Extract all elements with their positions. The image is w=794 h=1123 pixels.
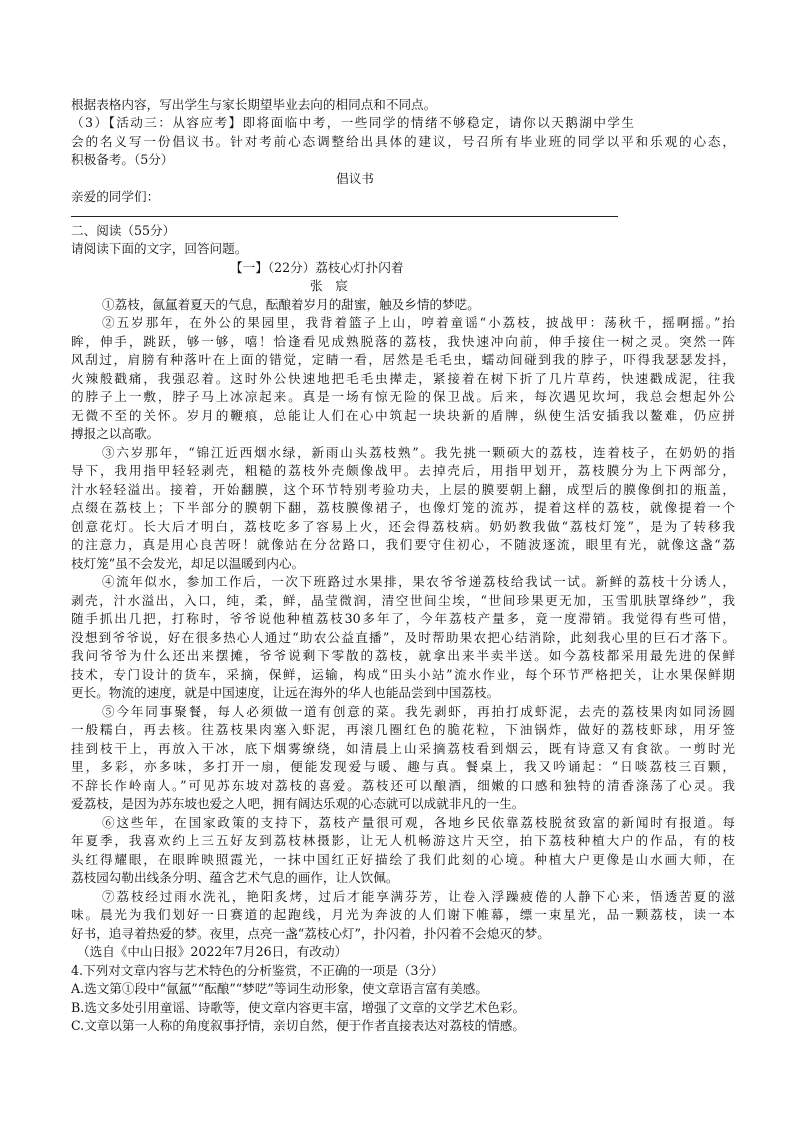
paragraph-line: 不辞长作岭南人。”可见苏东坡对荔枝的喜爱。荔枝还可以酿酒，细嫩的口感和独特的清香涤荡了心灵。我	[71, 778, 735, 793]
paragraph-line: 眸，伸手，跳跃，够一够，嘻！恰逢看见成熟脱落的荔枝，我快速冲向前，伸手接住一树之灵。突然一阵	[71, 334, 735, 349]
instruction: 请阅读下面的文字，回答问题。	[71, 241, 248, 256]
answer-line	[71, 216, 618, 217]
paragraph-line: 里，多彩，亦多味，多打开一扇，便能发现爱与暖、趣与真。餐桌上，我又吟诵起：“日啖荔枝三百颗，	[71, 759, 735, 774]
paragraph-line: 的脖子上一敷，脖子马上冰凉起来。真是一场有惊无险的保卫战。后来，每次遇见坎坷，我总会想起外公	[71, 389, 735, 404]
paragraph-line: 我问爷爷为什么还出来摆摊，爷爷说剩下零散的荔枝，就拿出来半卖半送。如今荔枝都采用最先进的保鲜	[71, 648, 735, 663]
section-heading: 二、阅读（55分）	[71, 223, 176, 238]
paragraph-line: 挂到枝干上，再放入干冰，底下烟雾缭绕，如清晨上山采摘荔枝看到烟云，既有诗意又有食欲。一剪时光	[71, 741, 735, 756]
paragraph-line: ④流年似水，参加工作后，一次下班路过水果排，果农爷爷递荔枝给我试一试。新鲜的荔枝十分诱人，	[102, 574, 735, 589]
paragraph-line: 汁水轻轻溢出。接着，开始翻膜，这个环节特别考验功夫，上层的膜要朝上翻，成型后的膜像倒扣的瓶盖，	[71, 482, 735, 497]
paragraph-line: ③六岁那年，“锦江近西烟水绿，新雨山头荔枝熟”。我先挑一颗硕大的荔枝，连着枝子，在奶奶的指	[102, 445, 735, 460]
article-author: 张 宸	[310, 278, 348, 293]
paragraph-line: 技术，专门设计的货车，采摘，保鲜，运输，构成“田头小站”流水作业，每个环节严格把关，让水果保鲜期	[71, 667, 735, 682]
paragraph-line: 头红得耀眼，在眼眸映照霞光，一抹中国红正好描绘了我们此刻的心境。种植大户更像是山水画大师，在	[71, 852, 735, 867]
source-note: （选自《中山日报》2022年7月26日，有改动）	[77, 944, 348, 959]
question-4: 4.下列对文章内容与艺术特色的分析鉴赏，不正确的一项是（3分）	[71, 963, 444, 978]
paragraph-line: 剥壳，汁水溢出，入口，纯，柔，鲜，晶莹微润，清空世间尘埃，“世间珍果更无加，玉雪肌肤罩绛纱”，我	[71, 593, 735, 608]
text-line: 会的名义写一份倡议书。针对考前心态调整给出具体的建议，号召所有毕业班的同学以平和乐观的心态，	[71, 134, 735, 149]
paragraph-line: 荔枝园勾勒出线条分明、蕴含艺术气息的画作，让人饮佩。	[71, 870, 399, 885]
option-b: B.选文多处引用童谣、诗歌等，使文章内容更丰富，增强了文章的文学艺术色彩。	[71, 1000, 526, 1015]
paragraph-line: ⑤今年同事聚餐，每人必须做一道有创意的菜。我先剥虾，再拍打成虾泥，去壳的荔枝果肉如同汤圆	[102, 704, 735, 719]
paragraph-line: 年夏季，我喜欢约上三五好友到荔枝林摄影，让无人机畅游这片天空，拍下荔枝种植大户的作品，有的枝	[71, 833, 735, 848]
text-line: 积极备考。（5分）	[71, 152, 174, 167]
paragraph-line: 无微不至的关怀。岁月的鞭痕，总能让人们在心中筑起一块块新的盾牌，纵使生活安插我以鳌难，仍应拼	[71, 408, 735, 423]
proposal-title: 倡议书	[336, 171, 374, 186]
paragraph-line: ②五岁那年，在外公的果园里，我背着篮子上山，哼着童谣“小荔枝，披战甲：荡秋千，摇啊摇。”抬	[102, 315, 735, 330]
paragraph-line: ①荔枝，氤氲着夏天的气息，酝酿着岁月的甜蜜，触及乡情的梦呓。	[102, 297, 480, 312]
paragraph-line: ⑦荔枝经过雨水洗礼，艳阳炙烤，过后才能享满芬芳，让卷入浮躁疲倦的人静下心来，悟透苦夏的滋	[102, 889, 735, 904]
paragraph-line: 的注意力，真是用心良苦呀！就像站在分岔路口，我们要守住初心，不随波逐流，眼里有光，就像这盏“荔	[71, 537, 735, 552]
activity-three-heading: （3）【活动三：从容应考】即将面临中考，一些同学的情绪不够稳定，请你以天鹅湖中学生	[71, 115, 634, 130]
paragraph-line: 一般糯白，再去核。往荔枝果肉塞入虾泥，再滚几圈红色的脆花粒，下油锅炸，做好的荔枝虾球，用牙签	[71, 722, 735, 737]
paragraph-line: ⑥这些年，在国家政策的支持下，荔枝产量很可观，各地乡民依靠荔枝脱贫致富的新闻时有报道。每	[102, 815, 735, 830]
paragraph-line: 随手抓出几把，打称时，爷爷说他种植荔枝30多年了，今年荔枝产量多，竟一度滞销。我觉得有些可惜，	[71, 611, 735, 626]
paragraph-line: 风刮过，肩膀有种落叶在上面的错觉，定睛一看，居然是毛毛虫，蠕动间碰到我的脖子，吓得我瑟瑟发抖，	[71, 352, 735, 367]
paragraph-line: 枝灯笼”虽不会发光，却足以温暖到内心。	[71, 556, 305, 571]
paragraph-line: 爱荔枝，是因为苏东坡也爱之人吧，拥有阔达乐观的心态就可以成就非凡的一生。	[71, 796, 525, 811]
paragraph-line: 火辣般戳痛，我强忍着。这时外公快速地把毛毛虫撵走，紧接着在树下折了几片草药，快速戳成泥，往我	[71, 371, 735, 386]
paragraph-line: 好书，追寻着热爱的梦。夜里，点亮一盏“荔枝心灯”，扑闪着，扑闪着不会熄灭的梦。	[71, 926, 550, 941]
paragraph-line: 没想到爷爷说，好在很多热心人通过“助农公益直播”，及时帮助果农把心结消除，此刻我心里的巨石才落下。	[71, 630, 735, 645]
paragraph-line: 味。晨光为我们划好一日赛道的起跑线，月光为奔波的人们谢下帷幕，缥一束星光，品一颗荔枝，读一本	[71, 907, 735, 922]
salutation: 亲爱的同学们：	[71, 189, 160, 204]
option-c: C.文章以第一人称的角度叙事抒情，亲切自然，便于作者直接表达对荔枝的情感。	[71, 1018, 525, 1033]
paragraph-line: 点缀在荔枝上；下半部分的膜朝下翻，荔枝膜像裙子，也像灯笼的流苏，提着这样的荔枝，就像提着一个	[71, 500, 735, 515]
option-a: A.选文第①段中“氤氲”“酝酿”“梦呓”等词生动形象，使文章语言富有美感。	[71, 981, 488, 996]
paragraph-line: 创意花灯。长大后才明白，荔枝吃多了容易上火，还会得荔枝病。奶奶教我做“荔枝灯笼”，是为了转移我	[71, 519, 735, 534]
paragraph-line: 更长。物流的速度，就是中国速度，让远在海外的华人也能品尝到中国荔枝。	[71, 685, 500, 700]
article-title: 【一】（22分）荔枝心灯扑闪着	[230, 260, 404, 275]
text-line: 根据表格内容，写出学生与家长期望毕业去向的相同点和不同点。	[71, 97, 437, 112]
paragraph-line: 导下，我用指甲轻轻剥壳，粗糙的荔枝外壳颇像战甲。去掉壳后，用指甲划开，荔枝膜分为上下两部分，	[71, 463, 735, 478]
paragraph-line: 搏报之以高歌。	[71, 426, 160, 441]
